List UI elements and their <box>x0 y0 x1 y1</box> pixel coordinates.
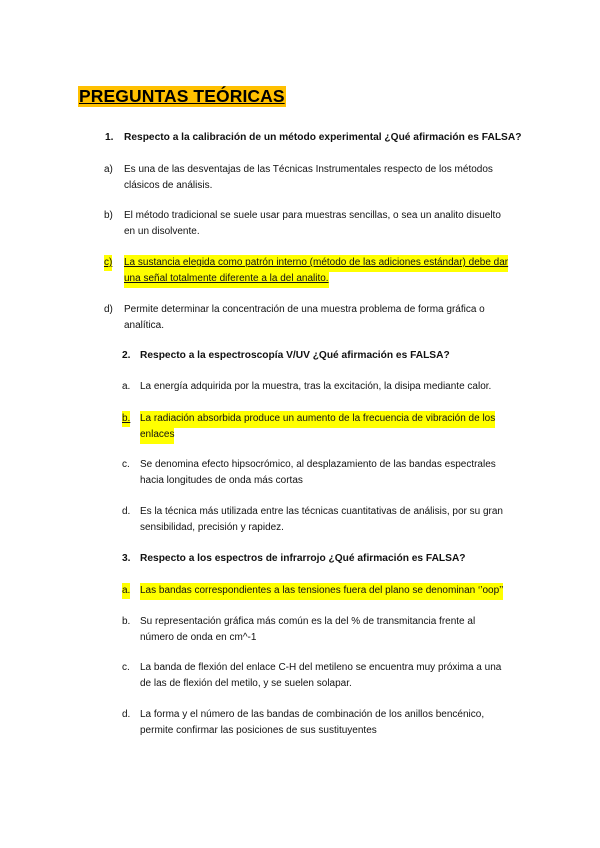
q2-option-a-line-1: La energía adquirida por la muestra, tras la excitación, la disipa mediante calor. <box>140 381 492 392</box>
q1-option-a-line-2: clásicos de análisis. <box>124 180 213 191</box>
q1-option-d-line-1: Permite determinar la concentración de una muestra problema de forma gráfica o <box>124 304 485 315</box>
q3-option-b-line-1: Su representación gráfica más común es la del % de transmitancia frente al <box>140 616 476 627</box>
q1-option-d-line-2: analítica. <box>124 320 165 331</box>
q3-option-b-line-2: número de onda en cm^-1 <box>140 632 257 643</box>
question-number: 2. <box>122 350 131 361</box>
option-marker: c. <box>122 662 130 673</box>
q1-option-b-line-2: en un disolvente. <box>124 226 200 237</box>
option-marker-highlighted: a. <box>122 583 130 599</box>
q3-option-c-line-2: de las de flexión del metilo, y se suelen solapar. <box>140 678 352 689</box>
option-marker-highlighted: c) <box>104 255 112 271</box>
q1-option-c-line-2: una señal totalmente diferente a la del analito. <box>124 271 329 288</box>
q2-option-b-line-1: La radiación absorbida produce un aumento de la frecuencia de vibración de los <box>140 411 495 428</box>
q3-option-c-line-1: La banda de flexión del enlace C-H del metileno se encuentra muy próxima a una <box>140 662 502 673</box>
q1-option-b-line-1: El método tradicional se suele usar para muestras sencillas, o sea un analito disuelto <box>124 210 501 221</box>
q1-option-a-line-1: Es una de las desventajas de las Técnicas Instrumentales respecto de los métodos <box>124 164 493 175</box>
question-number: 3. <box>122 553 131 564</box>
option-marker: c. <box>122 459 130 470</box>
q2-option-b-line-2: enlaces <box>140 427 174 444</box>
q2-option-c-line-2: hacia longitudes de onda más cortas <box>140 475 303 486</box>
option-marker: d) <box>104 304 113 315</box>
option-marker: a) <box>104 164 113 175</box>
q3-option-d-line-2: permite confirmar las posiciones de sus sustituyentes <box>140 725 377 736</box>
q2-option-d-line-1: Es la técnica más utilizada entre las técnicas cuantitativas de análisis, por su gran <box>140 506 503 517</box>
option-marker: a. <box>122 381 131 392</box>
q2-option-d-line-2: sensibilidad, precisión y rapidez. <box>140 522 284 533</box>
q3-option-a-line-1: Las bandas correspondientes a las tensiones fuera del plano se denominan ‘’oop’’ <box>140 583 503 600</box>
question-3-text: Respecto a los espectros de infrarrojo ¿Qué afirmación es FALSA? <box>140 553 466 564</box>
option-marker: b) <box>104 210 113 221</box>
option-marker: d. <box>122 506 131 517</box>
q3-option-d-line-1: La forma y el número de las bandas de combinación de los anillos bencénico, <box>140 709 485 720</box>
option-marker: b. <box>122 616 131 627</box>
option-marker: d. <box>122 709 131 720</box>
question-1-text: Respecto a la calibración de un método experimental ¿Qué afirmación es FALSA? <box>124 132 522 143</box>
q2-option-c-line-1: Se denomina efecto hipsocrómico, al desplazamiento de las bandas espectrales <box>140 459 496 470</box>
question-number: 1. <box>105 132 114 143</box>
question-2-text: Respecto a la espectroscopía V/UV ¿Qué afirmación es FALSA? <box>140 350 450 361</box>
option-marker-highlighted: b. <box>122 411 130 427</box>
q1-option-c-line-1: La sustancia elegida como patrón interno (método de las adiciones estándar) debe dar <box>124 255 508 272</box>
page-title: PREGUNTAS TEÓRICAS <box>79 86 285 106</box>
